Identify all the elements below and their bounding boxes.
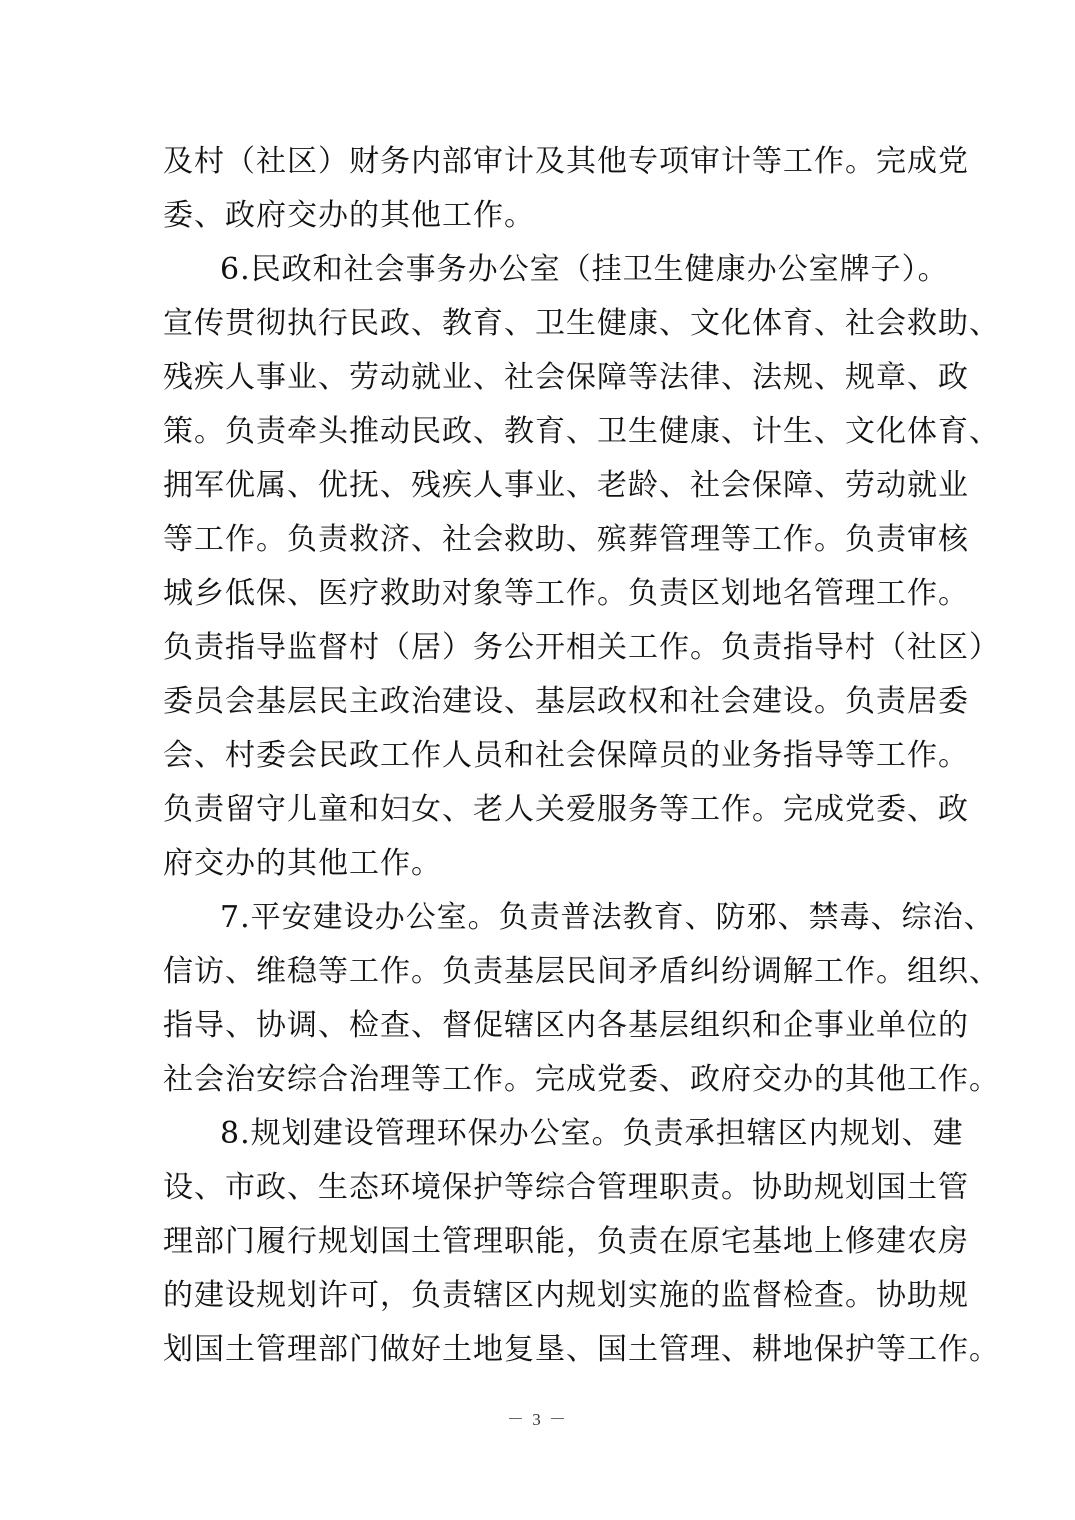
section-heading-line: 8.规划建设管理环保办公室。负责承担辖区内规划、建 [220, 1116, 964, 1151]
body-text-line: 理部门履行规划国土管理职能，负责在原宅基地上修建农房 [163, 1224, 969, 1259]
section-heading-line: 7.平安建设办公室。负责普法教育、防邪、禁毒、综治、 [220, 900, 995, 935]
body-text-line: 信访、维稳等工作。负责基层民间矛盾纠纷调解工作。组织、 [163, 954, 1000, 989]
section-heading-line: 6.民政和社会事务办公室（挂卫生健康办公室牌子）。 [220, 252, 949, 287]
body-text-line: 委员会基层民主政治建设、基层政权和社会建设。负责居委 [163, 684, 969, 719]
body-text-line: 策。负责牵头推动民政、教育、卫生健康、计生、文化体育、 [163, 414, 1000, 449]
body-text-line: 等工作。负责救济、社会救助、殡葬管理等工作。负责审核 [163, 522, 969, 557]
body-text-line: 残疾人事业、劳动就业、社会保障等法律、法规、规章、政 [163, 360, 969, 395]
body-text-line: 的建设规划许可，负责辖区内规划实施的监督检查。协助规 [163, 1278, 969, 1313]
body-text-line: 城乡低保、医疗救助对象等工作。负责区划地名管理工作。 [163, 576, 969, 611]
body-text-line: 及村（社区）财务内部审计及其他专项审计等工作。完成党 [163, 144, 969, 179]
body-text-line: 负责留守儿童和妇女、老人关爱服务等工作。完成党委、政 [163, 792, 969, 827]
body-text-line: 宣传贯彻执行民政、教育、卫生健康、文化体育、社会救助、 [163, 306, 1000, 341]
body-text-line: 社会治安综合治理等工作。完成党委、政府交办的其他工作。 [163, 1062, 1000, 1097]
body-text-line: 设、市政、生态环境保护等综合管理职责。协助规划国土管 [163, 1170, 969, 1205]
body-text-line: 会、村委会民政工作人员和社会保障员的业务指导等工作。 [163, 738, 969, 773]
body-text-line: 负责指导监督村（居）务公开相关工作。负责指导村（社区） [163, 630, 1000, 665]
body-text-line: 拥军优属、优抚、残疾人事业、老龄、社会保障、劳动就业 [163, 468, 969, 503]
body-text-line: 指导、协调、检查、督促辖区内各基层组织和企事业单位的 [163, 1008, 969, 1043]
body-text-line: 划国土管理部门做好土地复垦、国土管理、耕地保护等工作。 [163, 1332, 1000, 1367]
body-text-line: 委、政府交办的其他工作。 [163, 198, 535, 233]
page-number: － 3 － [507, 1410, 568, 1429]
body-text-line: 府交办的其他工作。 [163, 846, 442, 881]
